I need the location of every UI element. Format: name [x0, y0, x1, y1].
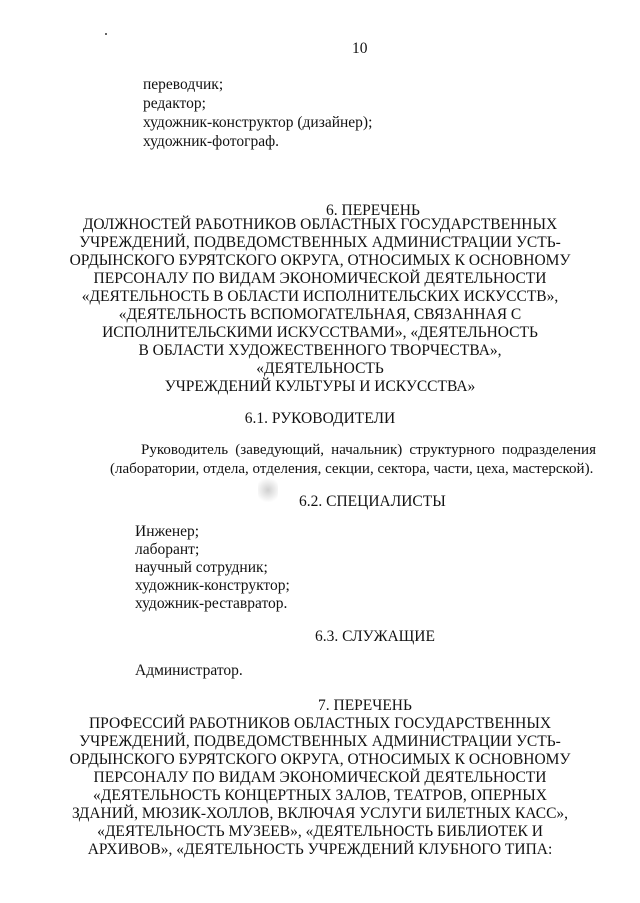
section-heading-line: ОРДЫНСКОГО БУРЯТСКОГО ОКРУГА, ОТНОСИМЫХ К ОСНОВНОМУ [69, 252, 571, 269]
list-item: художник-фотограф. [143, 133, 279, 150]
section-heading-line: «ДЕЯТЕЛЬНОСТЬ МУЗЕЕВ», «ДЕЯТЕЛЬНОСТЬ БИБЛИОТЕК И [97, 823, 543, 840]
subsection-title: 6.3. СЛУЖАЩИЕ [315, 628, 435, 645]
section-heading-line: ИСПОЛНИТЕЛЬСКИМИ ИСКУССТВАМИ», «ДЕЯТЕЛЬНОСТЬ [102, 324, 538, 341]
list-item: Администратор. [135, 662, 243, 679]
section-heading-line: «ДЕЯТЕЛЬНОСТЬ ВСПОМОГАТЕЛЬНАЯ, СВЯЗАННАЯ С [118, 306, 522, 323]
list-item: художник-конструктор; [135, 577, 290, 594]
list-item: Инженер; [135, 523, 200, 540]
list-item: переводчик; [143, 76, 224, 93]
section-heading-line: «ДЕЯТЕЛЬНОСТЬ КОНЦЕРТНЫХ ЗАЛОВ, ТЕАТРОВ, ОПЕРНЫХ [93, 787, 547, 804]
list-item: научный сотрудник; [135, 559, 268, 576]
subsection-title: 6.1. РУКОВОДИТЕЛИ [244, 410, 396, 427]
section-heading-number: 6. ПЕРЕЧЕНЬ [326, 202, 420, 219]
section-heading-line: В ОБЛАСТИ ХУДОЖЕСТВЕННОГО ТВОРЧЕСТВА», [138, 342, 502, 359]
paragraph-line: (лаборатории, отдела, отделения, секции, сектора, части, цеха, мастерской). [110, 461, 594, 477]
list-item: художник-реставратор. [135, 595, 288, 612]
section-heading-number: 7. ПЕРЕЧЕНЬ [318, 697, 412, 714]
section-heading-line: ПЕРСОНАЛУ ПО ВИДАМ ЭКОНОМИЧЕСКОЙ ДЕЯТЕЛЬНОСТИ [93, 769, 547, 786]
section-heading-line: ДОЛЖНОСТЕЙ РАБОТНИКОВ ОБЛАСТНЫХ ГОСУДАРСТВЕННЫХ [82, 216, 558, 233]
page-number: 10 [352, 40, 368, 57]
section-heading-line: ЗДАНИЙ, МЮЗИК-ХОЛЛОВ, ВКЛЮЧАЯ УСЛУГИ БИЛЕТНЫХ КАСС», [71, 805, 569, 822]
section-heading-line: ПРОФЕССИЙ РАБОТНИКОВ ОБЛАСТНЫХ ГОСУДАРСТВЕННЫХ [88, 715, 552, 732]
section-heading-line: АРХИВОВ», «ДЕЯТЕЛЬНОСТЬ УЧРЕЖДЕНИЙ КЛУБНОГО ТИПА: [87, 841, 553, 858]
section-heading-line: «ДЕЯТЕЛЬНОСТЬ [256, 360, 384, 377]
section-heading-line: ОРДЫНСКОГО БУРЯТСКОГО ОКРУГА, ОТНОСИМЫХ К ОСНОВНОМУ [69, 751, 571, 768]
section-heading-line: УЧРЕЖДЕНИЙ, ПОДВЕДОМСТВЕННЫХ АДМИНИСТРАЦИИ УСТЬ- [79, 234, 561, 251]
section-heading-line: УЧРЕЖДЕНИЙ КУЛЬТУРЫ И ИСКУССТВА» [164, 378, 476, 395]
list-item: лаборант; [135, 541, 200, 558]
list-item: художник-конструктор (дизайнер); [143, 114, 373, 131]
scan-smudge [258, 478, 278, 502]
section-heading-line: ПЕРСОНАЛУ ПО ВИДАМ ЭКОНОМИЧЕСКОЙ ДЕЯТЕЛЬНОСТИ [93, 270, 547, 287]
section-heading-line: «ДЕЯТЕЛЬНОСТЬ В ОБЛАСТИ ИСПОЛНИТЕЛЬСКИХ ИСКУССТВ», [81, 288, 559, 305]
scan-speck [105, 33, 107, 35]
list-item: редактор; [143, 95, 206, 112]
subsection-title: 6.2. СПЕЦИАЛИСТЫ [299, 493, 446, 510]
section-heading-line: УЧРЕЖДЕНИЙ, ПОДВЕДОМСТВЕННЫХ АДМИНИСТРАЦИИ УСТЬ- [79, 733, 561, 750]
paragraph-line: Руководитель (заведующий, начальник) структурного подразделения [141, 442, 596, 458]
